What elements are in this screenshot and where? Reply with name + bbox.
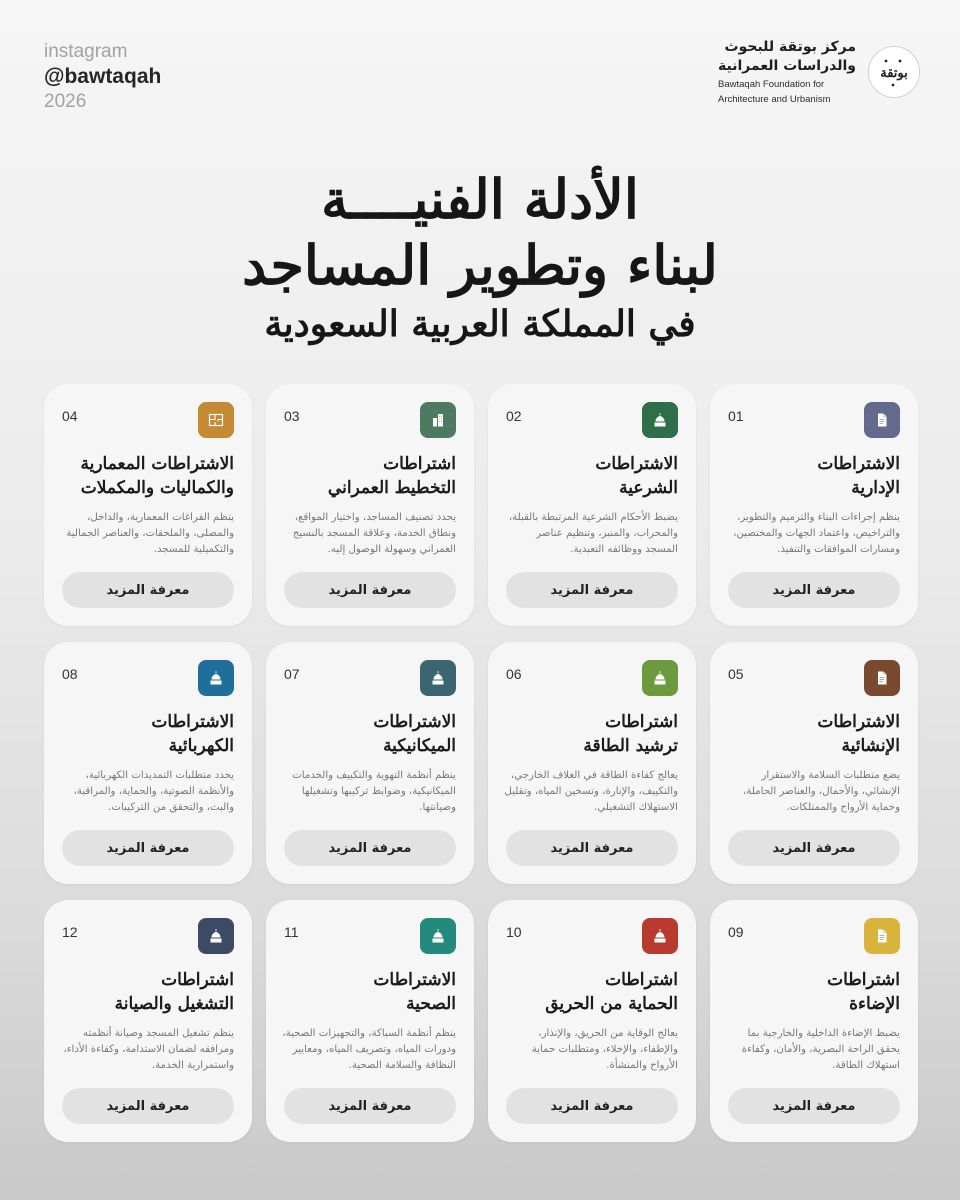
card-title-line-2: الإنشائية xyxy=(841,736,900,756)
card-description: يضبط الإضاءة الداخلية والخارجية بما يحقق الراحة البصرية، والأمان، وكفاءة استهلاك الطاقة. xyxy=(741,1028,900,1071)
card-number: 05 xyxy=(728,666,744,682)
card-title-line-2: ترشيد الطاقة xyxy=(583,736,678,756)
floorplan-icon xyxy=(198,402,234,438)
card-title-line-2: التشغيل والصيانة xyxy=(114,994,234,1014)
card-number: 08 xyxy=(62,666,78,682)
card-title-line-1: الاشتراطات xyxy=(817,454,900,474)
card-number: 03 xyxy=(284,408,300,424)
document-icon xyxy=(864,918,900,954)
card-title-line-2: الميكانيكية xyxy=(383,736,456,756)
brand-header xyxy=(718,38,920,106)
mosque-icon xyxy=(420,660,456,696)
guide-card-04 xyxy=(44,384,252,626)
social-platform: instagram xyxy=(44,41,128,62)
brand-logo xyxy=(868,46,920,98)
learn-more-button[interactable]: معرفة المزيد xyxy=(728,830,900,866)
card-number: 06 xyxy=(506,666,522,682)
card-number: 10 xyxy=(506,924,522,940)
card-title-line-2: الإضاءة xyxy=(849,994,900,1014)
card-title-line-2: الحماية من الحريق xyxy=(545,994,678,1014)
learn-more-button[interactable]: معرفة المزيد xyxy=(506,572,678,608)
card-number: 11 xyxy=(284,924,299,940)
card-title-line-1: الاشتراطات xyxy=(151,712,234,732)
mosque-icon xyxy=(198,918,234,954)
bawtaqah-logo-icon xyxy=(874,52,914,92)
learn-more-button[interactable]: معرفة المزيد xyxy=(284,1088,456,1124)
page-title xyxy=(0,166,960,350)
social-handle xyxy=(44,40,161,114)
title-line-3: في المملكة العربية السعودية xyxy=(264,303,696,345)
card-number: 12 xyxy=(62,924,78,940)
learn-more-button[interactable]: معرفة المزيد xyxy=(506,830,678,866)
learn-more-button[interactable]: معرفة المزيد xyxy=(62,572,234,608)
card-title xyxy=(278,710,456,758)
card-number: 04 xyxy=(62,408,78,424)
guide-card-10 xyxy=(488,900,696,1142)
guide-card-08 xyxy=(44,642,252,884)
card-title xyxy=(56,968,234,1016)
learn-more-button[interactable]: معرفة المزيد xyxy=(728,1088,900,1124)
year: 2026 xyxy=(44,91,87,112)
card-title xyxy=(56,710,234,758)
building-icon xyxy=(420,402,456,438)
card-description: يضع متطلبات السلامة والاستقرار الإنشائي، والأحمال، والعناصر الحاملة، وحماية الأرواح والممتلكات. xyxy=(743,770,900,813)
brand-name-ar-1: مركز بوتقة للبحوث xyxy=(724,39,856,55)
card-description: ينظم أنظمة التهوية والتكييف والخدمات الميكانيكية، وضوابط تركيبها وتشغيلها وصيانتها. xyxy=(292,770,456,813)
guide-card-09 xyxy=(710,900,918,1142)
document-icon xyxy=(864,402,900,438)
card-title xyxy=(722,968,900,1016)
guide-card-01 xyxy=(710,384,918,626)
learn-more-button[interactable]: معرفة المزيد xyxy=(62,830,234,866)
card-description: ينظم إجراءات البناء والترميم والتطوير، والتراخيص، واعتماد الجهات والمختصين، ومسارات الموافقات والتنفيذ. xyxy=(733,512,900,555)
guide-card-03 xyxy=(266,384,474,626)
card-title-line-2: الإدارية xyxy=(851,478,900,498)
card-title xyxy=(500,452,678,500)
card-title-line-1: الاشتراطات xyxy=(595,454,678,474)
card-description: يعالج كفاءة الطاقة في الغلاف الخارجي، والتكييف، والإنارة، وتسخين المياه، وتقليل الاستهلاك التشغيلي. xyxy=(504,770,678,813)
guide-card-06 xyxy=(488,642,696,884)
card-description: ينظم أنظمة السباكة، والتجهيزات الصحية، ودورات المياه، وتصريف المياه، ومعايير النظافة والسلامة الصحية. xyxy=(282,1028,456,1071)
learn-more-button[interactable]: معرفة المزيد xyxy=(728,572,900,608)
card-number: 01 xyxy=(728,408,744,424)
card-title-line-1: اشتراطات xyxy=(605,712,678,732)
instagram-handle[interactable]: @bawtaqah xyxy=(44,65,162,88)
card-description: يضبط الأحكام الشرعية المرتبطة بالقبلة، والمحراب، والمنبر، وتنظيم عناصر المسجد ووظائفه التعبدية. xyxy=(508,512,678,555)
card-title-line-1: اشتراطات xyxy=(827,970,900,990)
card-number: 02 xyxy=(506,408,522,424)
guide-card-05 xyxy=(710,642,918,884)
card-title-line-2: الصحية xyxy=(406,994,456,1014)
brand-name-en-2: Architecture and Urbanism xyxy=(718,94,831,105)
guide-card-12 xyxy=(44,900,252,1142)
guide-card-07 xyxy=(266,642,474,884)
mosque-icon xyxy=(642,918,678,954)
card-title xyxy=(500,710,678,758)
card-title-line-1: اشتراطات xyxy=(605,970,678,990)
card-description: يعالج الوقاية من الحريق، والإنذار، والإطفاء، والإخلاء، ومتطلبات حماية الأرواح والمنشأة. xyxy=(531,1028,678,1071)
card-title-line-2: الشرعية xyxy=(619,478,678,498)
card-title-line-2: الكهربائية xyxy=(168,736,234,756)
card-title-line-1: اشتراطات xyxy=(161,970,234,990)
brand-name-en-1: Bawtaqah Foundation for xyxy=(718,79,825,90)
title-line-2: لبناء وتطوير المساجد xyxy=(242,233,718,297)
card-title-line-1: اشتراطات xyxy=(383,454,456,474)
guide-card-11 xyxy=(266,900,474,1142)
learn-more-button[interactable]: معرفة المزيد xyxy=(284,572,456,608)
card-title-line-1: الاشتراطات xyxy=(817,712,900,732)
card-title-line-1: الاشتراطات المعمارية xyxy=(80,454,234,474)
learn-more-button[interactable]: معرفة المزيد xyxy=(506,1088,678,1124)
guides-grid xyxy=(42,384,918,1142)
card-title-line-1: الاشتراطات xyxy=(373,712,456,732)
card-description: ينظم تشغيل المسجد وصيانة أنظمته ومرافقه لضمان الاستدامة، وكفاءة الأداء، واستمرارية الخدمة. xyxy=(63,1028,234,1071)
card-number: 09 xyxy=(728,924,744,940)
card-description: يحدد تصنيف المساجد، واختيار المواقع، ونطاق الخدمة، وعلاقة المسجد بالنسيج العمراني وسهولة الوصول إليه. xyxy=(292,512,456,555)
card-description: ينظم الفراغات المعمارية، والداخل، والمصلى، والملحقات، والعناصر الجمالية والتكميلية للمسجد. xyxy=(66,512,234,555)
brand-name-ar-2: والدراسات العمرانية xyxy=(718,58,856,74)
card-title xyxy=(278,968,456,1016)
guide-card-02 xyxy=(488,384,696,626)
learn-more-button[interactable]: معرفة المزيد xyxy=(284,830,456,866)
document-icon xyxy=(864,660,900,696)
card-title-line-1: الاشتراطات xyxy=(373,970,456,990)
mosque-icon xyxy=(420,918,456,954)
card-title xyxy=(278,452,456,500)
mosque-icon xyxy=(642,402,678,438)
mosque-icon xyxy=(198,660,234,696)
card-title xyxy=(56,452,234,500)
mosque-icon xyxy=(642,660,678,696)
card-title xyxy=(500,968,678,1016)
logo-lettering: بوتقة xyxy=(880,66,908,81)
card-number: 07 xyxy=(284,666,300,682)
learn-more-button[interactable]: معرفة المزيد xyxy=(62,1088,234,1124)
card-title xyxy=(722,452,900,500)
card-description: يحدد متطلبات التمديدات الكهربائية، والأنظمة الصوتية، والحماية، والمراقبة، والبث، والتحقق من التركيبات. xyxy=(73,770,234,813)
title-line-1: الأدلة الفنيــــة xyxy=(321,167,639,231)
card-title-line-2: التخطيط العمراني xyxy=(327,478,456,498)
card-title xyxy=(722,710,900,758)
brand-name xyxy=(718,38,856,106)
card-title-line-2: والكماليات والمكملات xyxy=(80,478,234,498)
